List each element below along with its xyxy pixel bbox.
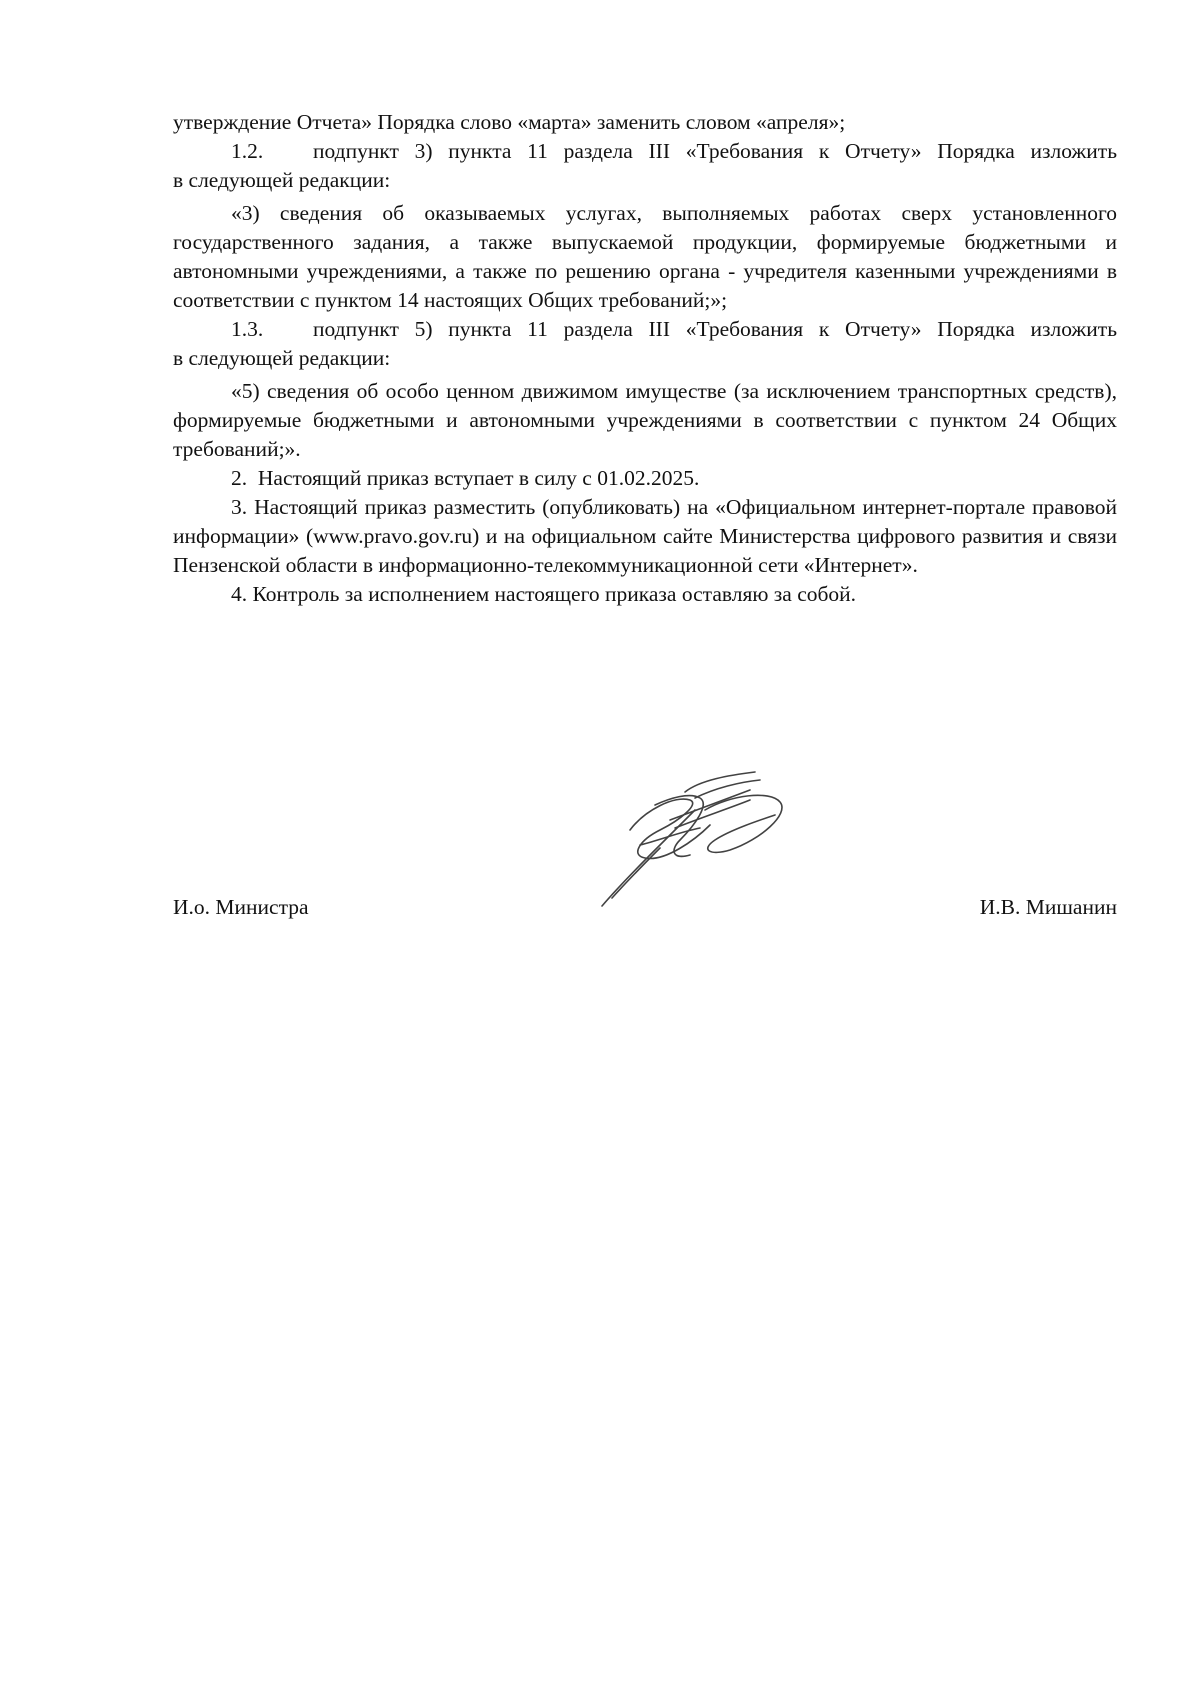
item-3: 3. Настоящий приказ разместить (опубликовать) на «Официальном интернет-портале правовой информации» (www.pravo.gov.ru) и на официальном сайте Министерства цифрового развития и связи Пензенской области в информационно-телекоммуникационной сети «Интернет». [173, 495, 1117, 577]
item-1-3-number: 1.3. [231, 317, 264, 341]
item-1-3 [173, 315, 1117, 344]
signatory-position: И.о. Министра [173, 895, 309, 919]
quote-subpoint-5: «5) сведения об особо ценном движимом имуществе (за исключением транспортных средств), формируемые бюджетными и автономными учреждениями в соответствии с пунктом 24 Общих требований;». [173, 379, 1117, 461]
paragraph-line-1: утверждение Отчета» Порядка слово «марта» заменить словом «апреля»; [173, 110, 846, 134]
item-1-2-continuation: в следующей редакции: [173, 168, 391, 192]
item-1-3-continuation: в следующей редакции: [173, 346, 391, 370]
item-1-2-text: подпункт 3) пункта 11 раздела III «Требования к Отчету» Порядка изложить [313, 139, 1117, 163]
handwritten-signature [600, 770, 800, 910]
quote-subpoint-3: «3) сведения об оказываемых услугах, выполняемых работах сверх установленного государственного задания, а также выпускаемой продукции, формируемые бюджетными и автономными учреждениями, а также по решению органа - учредителя казенными учреждениями в соответствии с пунктом 14 настоящих Общих требований;»; [173, 201, 1117, 312]
item-1-3-text: подпункт 5) пункта 11 раздела III «Требования к Отчету» Порядка изложить [313, 317, 1117, 341]
signatory-name: И.В. Мишанин [979, 895, 1117, 919]
item-2: 2. Настоящий приказ вступает в силу с 01.02.2025. [231, 466, 700, 490]
item-1-2 [173, 137, 1117, 166]
document-body [173, 108, 1117, 609]
item-1-2-number: 1.2. [231, 139, 264, 163]
item-4: 4. Контроль за исполнением настоящего приказа оставляю за собой. [231, 582, 857, 606]
